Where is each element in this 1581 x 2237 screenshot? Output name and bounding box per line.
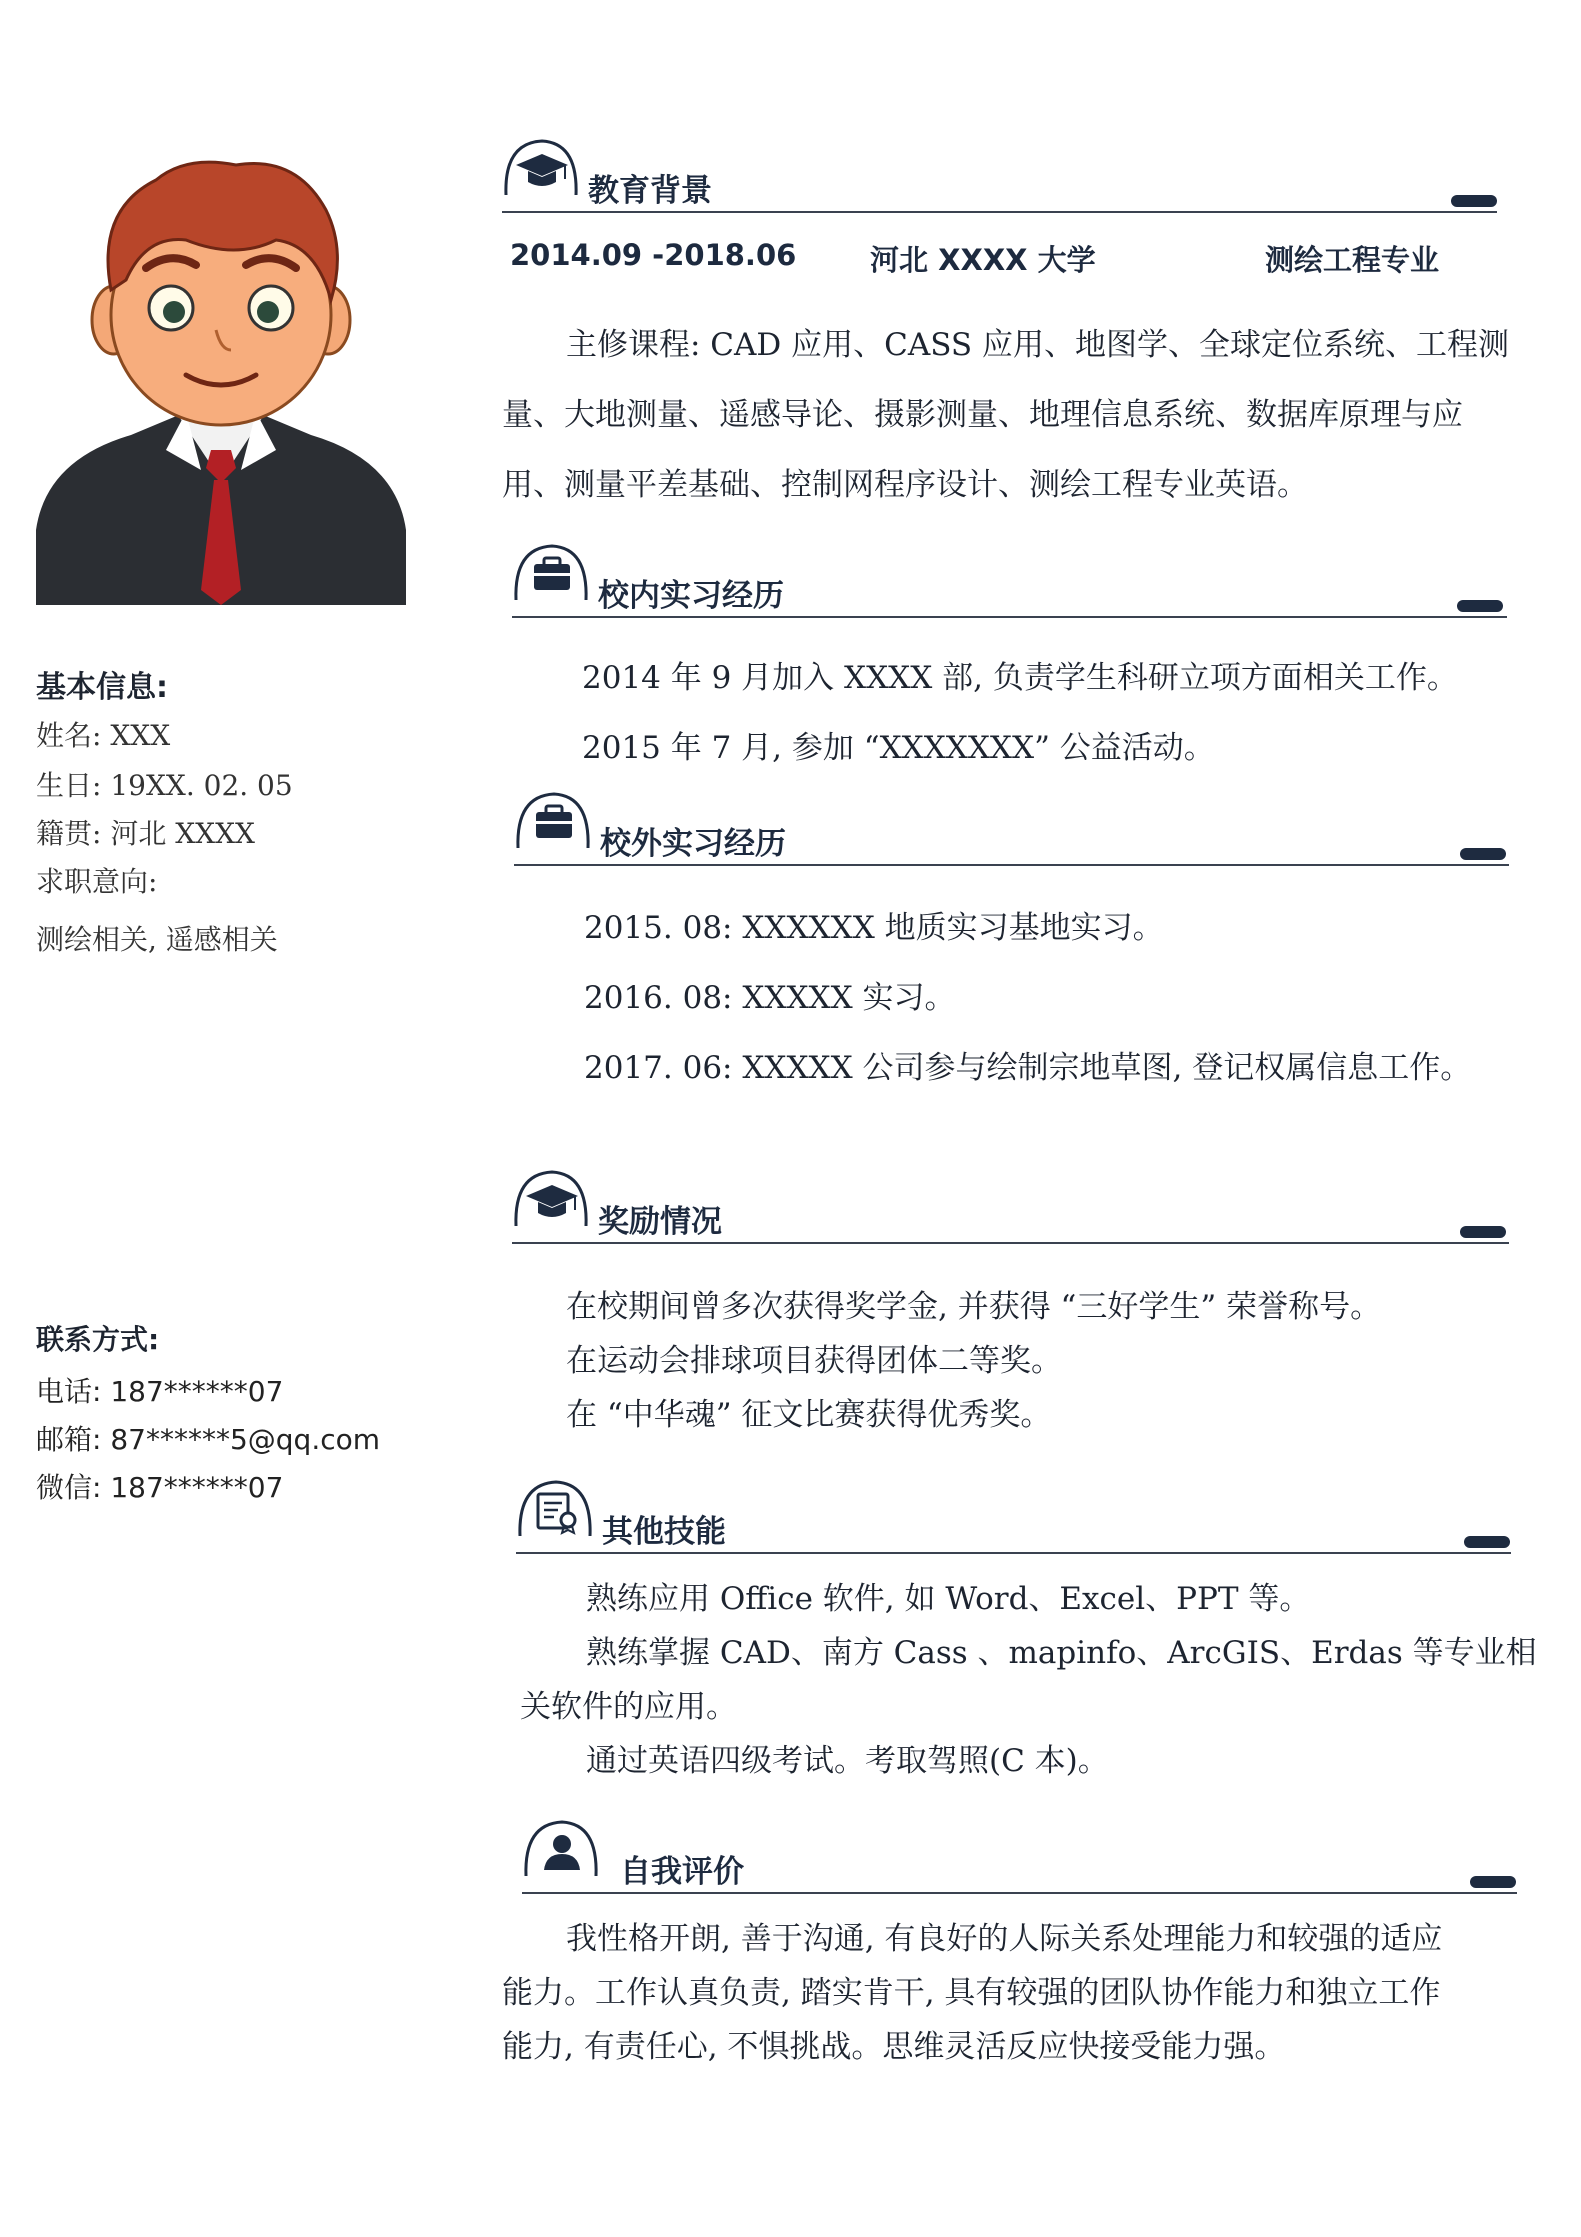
section-pill (1460, 848, 1506, 860)
text-line: 在 “中华魂” 征文比赛获得优秀奖。 (566, 1397, 1052, 1433)
section-rule (502, 211, 1497, 213)
section-title: 校内实习经历 (598, 578, 784, 614)
section-pill (1457, 600, 1503, 612)
section-rule (516, 1552, 1511, 1554)
section-pill (1451, 195, 1497, 207)
text-line: 用、测量平差基础、控制网程序设计、测绘工程专业英语。 (502, 467, 1308, 503)
section-pill (1464, 1536, 1510, 1548)
text-line: 通过英语四级考试。考取驾照(C 本)。 (586, 1743, 1109, 1779)
section-pill (1470, 1876, 1516, 1888)
section-awards (512, 1166, 1512, 1256)
certificate-icon (516, 1476, 594, 1542)
text-line: 2015. 08: XXXXXX 地质实习基地实习。 (584, 910, 1164, 946)
education-school: 河北 XXXX 大学 (870, 243, 1096, 277)
text-line: 2016. 08: XXXXX 实习。 (584, 980, 956, 1016)
internal-entries (582, 643, 1458, 783)
briefcase-icon (512, 540, 590, 606)
section-rule (514, 864, 1509, 866)
skills-entries (520, 1572, 1537, 1788)
avatar (36, 150, 406, 605)
section-education (502, 135, 1502, 225)
section-rule (522, 1892, 1517, 1894)
education-major: 测绘工程专业 (1265, 243, 1440, 277)
text-line: 熟练掌握 CAD、南方 Cass 、mapinfo、ArcGIS、Erdas 等专业相 (586, 1635, 1537, 1671)
external-entries (584, 893, 1471, 1103)
section-title: 教育背景 (588, 173, 712, 209)
text-line: 主修课程: CAD 应用、CASS 应用、地图学、全球定位系统、工程测 (566, 327, 1509, 363)
text-line: 熟练应用 Office 软件, 如 Word、Excel、PPT 等。 (586, 1581, 1311, 1617)
section-title: 奖励情况 (598, 1204, 722, 1240)
awards-entries (566, 1280, 1381, 1442)
section-title: 校外实习经历 (600, 826, 786, 862)
education-courses (502, 310, 1509, 520)
hometown-field: 籍贯: 河北 XXXX (36, 817, 255, 850)
section-pill (1460, 1226, 1506, 1238)
text-line: 2017. 06: XXXXX 公司参与绘制宗地草图, 登记权属信息工作。 (584, 1050, 1472, 1086)
text-line: 在校期间曾多次获得奖学金, 并获得 “三好学生” 荣誉称号。 (566, 1289, 1382, 1325)
section-external (514, 788, 1514, 878)
text-line: 能力, 有责任心, 不惧挑战。思维灵活反应快接受能力强。 (502, 2029, 1286, 2065)
phone-field: 电话: 187******07 (36, 1375, 284, 1408)
education-period: 2014.09 -2018.06 (510, 238, 797, 272)
section-title: 自我评价 (620, 1854, 744, 1890)
text-line: 量、大地测量、遥感导论、摄影测量、地理信息系统、数据库原理与应 (502, 397, 1463, 433)
text-line: 我性格开朗, 善于沟通, 有良好的人际关系处理能力和较强的适应 (566, 1921, 1443, 1957)
section-rule (512, 1242, 1509, 1244)
basic-info-heading: 基本信息: (36, 670, 168, 705)
job-intent-value: 测绘相关, 遥感相关 (36, 923, 278, 956)
section-title: 其他技能 (602, 1514, 726, 1550)
name-field: 姓名: XXX (36, 719, 171, 752)
text-line: 能力。工作认真负责, 踏实肯干, 具有较强的团队协作能力和独立工作 (502, 1975, 1441, 2011)
email-field: 邮箱: 87******5@qq.com (36, 1423, 381, 1456)
job-intent-label: 求职意向: (36, 865, 158, 898)
text-line: 在运动会排球项目获得团体二等奖。 (566, 1343, 1062, 1379)
wechat-field: 微信: 187******07 (36, 1471, 284, 1504)
section-skills (516, 1476, 1516, 1566)
user-icon (522, 1816, 600, 1882)
contact-heading: 联系方式: (36, 1323, 160, 1356)
graduation-cap-icon (502, 135, 580, 201)
text-line: 关软件的应用。 (520, 1689, 737, 1725)
section-rule (512, 616, 1507, 618)
briefcase-icon (514, 788, 592, 854)
text-line: 2014 年 9 月加入 XXXX 部, 负责学生科研立项方面相关工作。 (582, 660, 1458, 696)
birthday-field: 生日: 19XX. 02. 05 (36, 769, 293, 802)
self-evaluation-text (502, 1912, 1442, 2074)
graduation-cap-icon (512, 1166, 590, 1232)
section-internal (512, 540, 1512, 630)
section-self (522, 1816, 1522, 1906)
text-line: 2015 年 7 月, 参加 “XXXXXXX” 公益活动。 (582, 730, 1215, 766)
